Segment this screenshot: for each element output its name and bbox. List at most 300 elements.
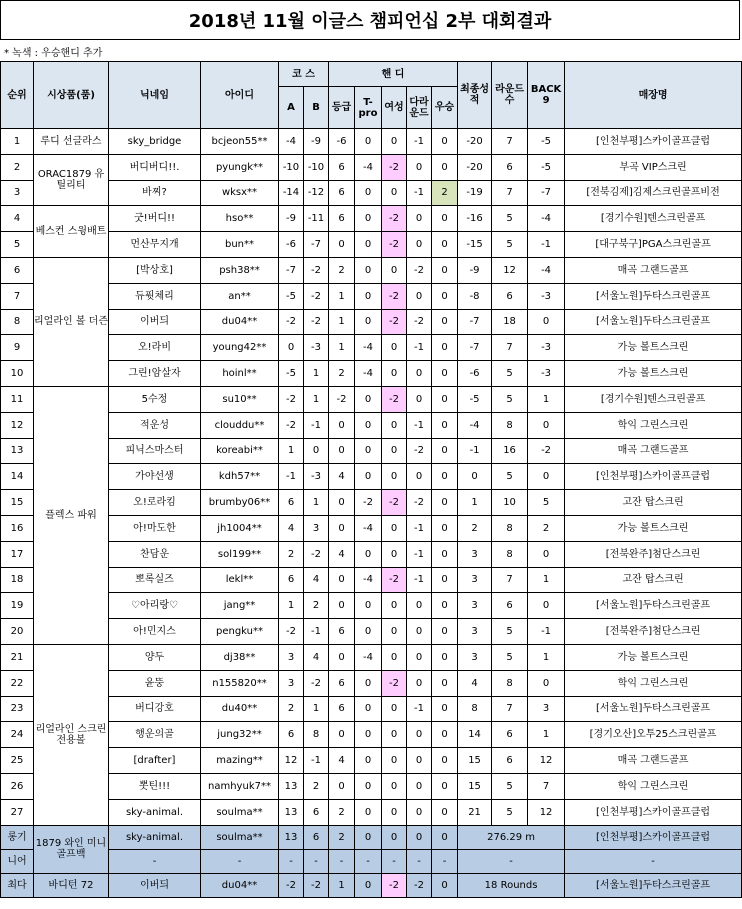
diff-cell: 0 — [407, 593, 432, 619]
b-cell: 2 — [304, 593, 329, 619]
b-cell: 4 — [304, 644, 329, 670]
b-cell: -2 — [304, 309, 329, 335]
longest-id: soulma** — [201, 825, 279, 849]
nick-cell: 이버듸 — [109, 309, 201, 335]
nick-cell: 그린!암살자 — [109, 361, 201, 387]
tpro-cell: 0 — [355, 748, 382, 774]
table-row — [1, 257, 742, 283]
tpro-cell: -2 — [355, 490, 382, 516]
grade-cell: 6 — [329, 696, 355, 722]
rank-cell: 6 — [1, 257, 34, 283]
header-prize: 시상품(품) — [34, 62, 109, 129]
prize-cell: 리얼라인 스크린 전용볼 — [34, 644, 109, 825]
win-cell: 0 — [432, 283, 458, 309]
back9-cell: 0 — [528, 412, 565, 438]
grade-cell: 6 — [329, 154, 355, 180]
rank-cell: 8 — [1, 309, 34, 335]
b-cell: -1 — [304, 412, 329, 438]
final-cell: 3 — [458, 619, 492, 645]
female-cell: 0 — [382, 335, 407, 361]
rank-cell: 27 — [1, 799, 34, 825]
store-cell: [전북완주]첨단스크린 — [565, 619, 742, 645]
store-cell: 학익 그린스크린 — [565, 412, 742, 438]
header-rank: 순위 — [1, 62, 34, 129]
most-result: 18 Rounds — [458, 873, 565, 897]
back9-cell: 0 — [528, 593, 565, 619]
female-cell: -2 — [382, 206, 407, 232]
table-row — [1, 593, 742, 619]
id-cell: soulma** — [201, 799, 279, 825]
rank-cell: 10 — [1, 361, 34, 387]
diff-cell: -1 — [407, 412, 432, 438]
grade-cell: 4 — [329, 541, 355, 567]
nearest-b: - — [304, 849, 329, 873]
tpro-cell: 0 — [355, 283, 382, 309]
back9-cell: 1 — [528, 722, 565, 748]
female-cell: -2 — [382, 154, 407, 180]
diff-cell: -1 — [407, 541, 432, 567]
female-cell: 0 — [382, 361, 407, 387]
female-cell: 0 — [382, 438, 407, 464]
tpro-cell: 0 — [355, 773, 382, 799]
rounds-cell: 10 — [492, 490, 528, 516]
footer-prize: 1879 와인 미니골프백 — [34, 825, 109, 873]
b-cell: 0 — [304, 438, 329, 464]
tpro-cell: 0 — [355, 257, 382, 283]
table-row — [1, 670, 742, 696]
grade-cell: 6 — [329, 670, 355, 696]
id-cell: mazing** — [201, 748, 279, 774]
table-row — [1, 515, 742, 541]
win-cell: 0 — [432, 129, 458, 155]
back9-cell: 3 — [528, 696, 565, 722]
tpro-cell: 0 — [355, 438, 382, 464]
diff-cell: 0 — [407, 464, 432, 490]
results-table — [0, 61, 742, 898]
id-cell: pyungk** — [201, 154, 279, 180]
tpro-cell: 0 — [355, 464, 382, 490]
id-cell: clouddu** — [201, 412, 279, 438]
tpro-cell: 0 — [355, 799, 382, 825]
b-cell: -2 — [304, 283, 329, 309]
female-cell: -2 — [382, 386, 407, 412]
tpro-cell: 0 — [355, 696, 382, 722]
store-cell: 가능 볼트스크린 — [565, 644, 742, 670]
back9-cell: -5 — [528, 129, 565, 155]
diff-cell: 0 — [407, 206, 432, 232]
id-cell: su10** — [201, 386, 279, 412]
female-cell: 0 — [382, 515, 407, 541]
tpro-cell: 0 — [355, 129, 382, 155]
tpro-cell: -4 — [355, 335, 382, 361]
id-cell: koreabi** — [201, 438, 279, 464]
id-cell: psh38** — [201, 257, 279, 283]
nearest-id: - — [201, 849, 279, 873]
b-cell: -9 — [304, 129, 329, 155]
store-cell: 가능 볼트스크린 — [565, 361, 742, 387]
final-cell: -4 — [458, 412, 492, 438]
final-cell: -6 — [458, 361, 492, 387]
rank-cell: 5 — [1, 232, 34, 258]
store-cell: 고잔 탑스크린 — [565, 490, 742, 516]
win-cell: 2 — [432, 180, 458, 206]
store-cell: [대구북구]PGA스크린골프 — [565, 232, 742, 258]
b-cell: 1 — [304, 490, 329, 516]
nick-cell: 가야선생 — [109, 464, 201, 490]
longest-female: 0 — [382, 825, 407, 849]
diff-cell: 0 — [407, 386, 432, 412]
nick-cell: 바찌? — [109, 180, 201, 206]
final-cell: 3 — [458, 567, 492, 593]
rounds-cell: 6 — [492, 283, 528, 309]
rounds-cell: 12 — [492, 257, 528, 283]
store-cell: [경기오산]오투25스크린골프 — [565, 722, 742, 748]
rounds-cell: 8 — [492, 412, 528, 438]
table-row — [1, 232, 742, 258]
nick-cell: 버디버디!!. — [109, 154, 201, 180]
b-cell: 4 — [304, 567, 329, 593]
final-cell: 21 — [458, 799, 492, 825]
a-cell: 13 — [279, 773, 304, 799]
table-row — [1, 464, 742, 490]
longest-b: 6 — [304, 825, 329, 849]
final-cell: -5 — [458, 386, 492, 412]
most-label: 최다 — [1, 873, 34, 897]
nearest-female: - — [382, 849, 407, 873]
female-cell: -2 — [382, 567, 407, 593]
store-cell: 매곡 그랜드골프 — [565, 748, 742, 774]
id-cell: du04** — [201, 309, 279, 335]
rank-cell: 24 — [1, 722, 34, 748]
win-cell: 0 — [432, 438, 458, 464]
grade-cell: 4 — [329, 464, 355, 490]
nick-cell: 5수정 — [109, 386, 201, 412]
rank-cell: 18 — [1, 567, 34, 593]
nick-cell: 아!마도한 — [109, 515, 201, 541]
rounds-cell: 5 — [492, 386, 528, 412]
a-cell: -1 — [279, 464, 304, 490]
b-cell: -2 — [304, 670, 329, 696]
most-prize: 바디턴 72 — [34, 873, 109, 897]
table-row — [1, 180, 742, 206]
back9-cell: -4 — [528, 257, 565, 283]
female-cell: 0 — [382, 722, 407, 748]
b-cell: -3 — [304, 335, 329, 361]
rounds-cell: 6 — [492, 748, 528, 774]
store-cell: 가능 볼트스크린 — [565, 515, 742, 541]
header-handi: 핸 디 — [329, 62, 458, 87]
table-row — [1, 696, 742, 722]
table-row — [1, 722, 742, 748]
store-cell: [인천부평]스카이골프클럽 — [565, 464, 742, 490]
tpro-cell: 0 — [355, 386, 382, 412]
store-cell: [서울노원]두타스크린골프 — [565, 593, 742, 619]
grade-cell: 2 — [329, 361, 355, 387]
female-cell: 0 — [382, 129, 407, 155]
results-body — [1, 129, 742, 826]
rank-cell: 4 — [1, 206, 34, 232]
b-cell: -2 — [304, 541, 329, 567]
table-row — [1, 361, 742, 387]
nick-cell: [박상호] — [109, 257, 201, 283]
nearest-diff: - — [407, 849, 432, 873]
prize-cell: 리얼라인 볼 더즌 — [34, 257, 109, 386]
most-female: -2 — [382, 873, 407, 897]
final-cell: 0 — [458, 464, 492, 490]
rounds-cell: 8 — [492, 515, 528, 541]
tpro-cell: 0 — [355, 670, 382, 696]
header-back9: BACK 9 — [528, 62, 565, 129]
final-cell: -19 — [458, 180, 492, 206]
a-cell: -6 — [279, 232, 304, 258]
diff-cell: 0 — [407, 619, 432, 645]
nick-cell: 행운의골 — [109, 722, 201, 748]
a-cell: 6 — [279, 567, 304, 593]
diff-cell: -2 — [407, 257, 432, 283]
grade-cell: 0 — [329, 644, 355, 670]
female-cell: 0 — [382, 412, 407, 438]
table-row — [1, 309, 742, 335]
grade-cell: 0 — [329, 567, 355, 593]
final-cell: 3 — [458, 644, 492, 670]
diff-cell: 0 — [407, 748, 432, 774]
store-cell: [전북완주]첨단스크린 — [565, 541, 742, 567]
win-cell: 0 — [432, 490, 458, 516]
back9-cell: -5 — [528, 154, 565, 180]
win-cell: 0 — [432, 619, 458, 645]
final-cell: -7 — [458, 309, 492, 335]
diff-cell: 0 — [407, 644, 432, 670]
female-cell: 0 — [382, 619, 407, 645]
table-row — [1, 412, 742, 438]
a-cell: -2 — [279, 619, 304, 645]
back9-cell: 0 — [528, 309, 565, 335]
final-cell: -8 — [458, 283, 492, 309]
rank-cell: 23 — [1, 696, 34, 722]
longest-store: [인천부평]스카이골프클럽 — [565, 825, 742, 849]
rank-cell: 17 — [1, 541, 34, 567]
nick-cell: 뽓틴!!! — [109, 773, 201, 799]
diff-cell: 0 — [407, 722, 432, 748]
nick-cell: 듀퓟체리 — [109, 283, 201, 309]
header-grade: 등급 — [329, 87, 355, 129]
longest-diff: 0 — [407, 825, 432, 849]
female-cell: 0 — [382, 696, 407, 722]
tpro-cell: 0 — [355, 206, 382, 232]
win-cell: 0 — [432, 232, 458, 258]
rounds-cell: 5 — [492, 773, 528, 799]
b-cell: 8 — [304, 722, 329, 748]
table-row — [1, 438, 742, 464]
most-tpro: 0 — [355, 873, 382, 897]
tpro-cell: -4 — [355, 154, 382, 180]
tpro-cell: 0 — [355, 412, 382, 438]
female-cell: 0 — [382, 644, 407, 670]
rank-cell: 19 — [1, 593, 34, 619]
nick-cell: 피닉스마스터 — [109, 438, 201, 464]
b-cell: -11 — [304, 206, 329, 232]
table-row — [1, 283, 742, 309]
grade-cell: 1 — [329, 309, 355, 335]
most-diff: -2 — [407, 873, 432, 897]
a-cell: -7 — [279, 257, 304, 283]
nearest-tpro: - — [355, 849, 382, 873]
id-cell: n155820** — [201, 670, 279, 696]
a-cell: 3 — [279, 670, 304, 696]
a-cell: 12 — [279, 748, 304, 774]
id-cell: lekl** — [201, 567, 279, 593]
win-cell: 0 — [432, 644, 458, 670]
b-cell: -7 — [304, 232, 329, 258]
store-cell: [서울노원]두타스크린골프 — [565, 309, 742, 335]
rounds-cell: 6 — [492, 722, 528, 748]
rounds-cell: 7 — [492, 335, 528, 361]
rounds-cell: 7 — [492, 129, 528, 155]
female-cell: -2 — [382, 490, 407, 516]
nick-cell: 윤뚱 — [109, 670, 201, 696]
id-cell: hoinl** — [201, 361, 279, 387]
back9-cell: 1 — [528, 644, 565, 670]
rounds-cell: 8 — [492, 670, 528, 696]
rounds-cell: 5 — [492, 464, 528, 490]
legend-note: * 녹색 : 우승핸디 추가 — [4, 48, 103, 59]
back9-cell: -2 — [528, 438, 565, 464]
diff-cell: 0 — [407, 670, 432, 696]
rank-cell: 7 — [1, 283, 34, 309]
final-cell: 3 — [458, 541, 492, 567]
b-cell: -1 — [304, 619, 329, 645]
nick-cell: sky-animal. — [109, 799, 201, 825]
a-cell: -2 — [279, 386, 304, 412]
female-cell: -2 — [382, 283, 407, 309]
longest-tpro: 0 — [355, 825, 382, 849]
final-cell: 14 — [458, 722, 492, 748]
header-a: A — [279, 87, 304, 129]
win-cell: 0 — [432, 567, 458, 593]
most-b: -2 — [304, 873, 329, 897]
grade-cell: 0 — [329, 490, 355, 516]
b-cell: -12 — [304, 180, 329, 206]
diff-cell: 0 — [407, 232, 432, 258]
longest-result: 276.29 m — [458, 825, 565, 849]
rank-cell: 15 — [1, 490, 34, 516]
id-cell: brumby06** — [201, 490, 279, 516]
a-cell: 1 — [279, 593, 304, 619]
back9-cell: -1 — [528, 232, 565, 258]
a-cell: 2 — [279, 696, 304, 722]
table-row — [1, 541, 742, 567]
final-cell: 8 — [458, 696, 492, 722]
back9-cell: -1 — [528, 619, 565, 645]
rounds-cell: 6 — [492, 593, 528, 619]
grade-cell: 0 — [329, 232, 355, 258]
grade-cell: -2 — [329, 386, 355, 412]
table-row — [1, 567, 742, 593]
grade-cell: 0 — [329, 515, 355, 541]
header-diff: 다라운드 — [407, 87, 432, 129]
grade-cell: 2 — [329, 799, 355, 825]
female-cell: -2 — [382, 309, 407, 335]
win-cell: 0 — [432, 670, 458, 696]
rounds-cell: 7 — [492, 696, 528, 722]
id-cell: kdh57** — [201, 464, 279, 490]
nick-cell: sky_bridge — [109, 129, 201, 155]
diff-cell: 0 — [407, 773, 432, 799]
win-cell: 0 — [432, 309, 458, 335]
most-grade: 1 — [329, 873, 355, 897]
b-cell: 6 — [304, 799, 329, 825]
rounds-cell: 6 — [492, 154, 528, 180]
win-cell: 0 — [432, 799, 458, 825]
win-cell: 0 — [432, 361, 458, 387]
tpro-cell: -4 — [355, 515, 382, 541]
final-cell: 15 — [458, 748, 492, 774]
nick-cell: 뽀록실즈 — [109, 567, 201, 593]
a-cell: 4 — [279, 515, 304, 541]
win-cell: 0 — [432, 257, 458, 283]
longest-nick: sky-animal. — [109, 825, 201, 849]
store-cell: [인천부평]스카이골프클럽 — [565, 799, 742, 825]
store-cell: 가능 볼트스크린 — [565, 335, 742, 361]
rounds-cell: 5 — [492, 799, 528, 825]
grade-cell: 0 — [329, 412, 355, 438]
id-cell: bun** — [201, 232, 279, 258]
rounds-cell: 16 — [492, 438, 528, 464]
a-cell: -14 — [279, 180, 304, 206]
rank-cell: 16 — [1, 515, 34, 541]
back9-cell: 7 — [528, 773, 565, 799]
win-cell: 0 — [432, 748, 458, 774]
back9-cell: 0 — [528, 464, 565, 490]
back9-cell: -3 — [528, 335, 565, 361]
rank-cell: 12 — [1, 412, 34, 438]
prize-cell: ORAC1879 유틸리티 — [34, 154, 109, 206]
nick-cell: [drafter] — [109, 748, 201, 774]
table-row — [1, 644, 742, 670]
most-store: [서울노원]두타스크린골프 — [565, 873, 742, 897]
rounds-cell: 5 — [492, 232, 528, 258]
diff-cell: -1 — [407, 335, 432, 361]
diff-cell: 0 — [407, 361, 432, 387]
id-cell: hso** — [201, 206, 279, 232]
longest-win: 0 — [432, 825, 458, 849]
win-cell: 0 — [432, 541, 458, 567]
id-cell: namhyuk7** — [201, 773, 279, 799]
a-cell: -2 — [279, 309, 304, 335]
nearest-result: - — [458, 849, 565, 873]
a-cell: -5 — [279, 283, 304, 309]
grade-cell: 1 — [329, 283, 355, 309]
rank-cell: 22 — [1, 670, 34, 696]
prize-cell: 루디 선글라스 — [34, 129, 109, 155]
win-cell: 0 — [432, 154, 458, 180]
a-cell: -9 — [279, 206, 304, 232]
grade-cell: 0 — [329, 722, 355, 748]
id-cell: bcjeon55** — [201, 129, 279, 155]
back9-cell: 5 — [528, 490, 565, 516]
header-store: 매장명 — [565, 62, 742, 129]
diff-cell: -2 — [407, 309, 432, 335]
longest-a: 13 — [279, 825, 304, 849]
tpro-cell: -4 — [355, 567, 382, 593]
diff-cell: -1 — [407, 180, 432, 206]
id-cell: jh1004** — [201, 515, 279, 541]
a-cell: 13 — [279, 799, 304, 825]
prize-cell: 베스컨 스윙배트 — [34, 206, 109, 258]
back9-cell: 0 — [528, 541, 565, 567]
header-b: B — [304, 87, 329, 129]
most-win: 0 — [432, 873, 458, 897]
